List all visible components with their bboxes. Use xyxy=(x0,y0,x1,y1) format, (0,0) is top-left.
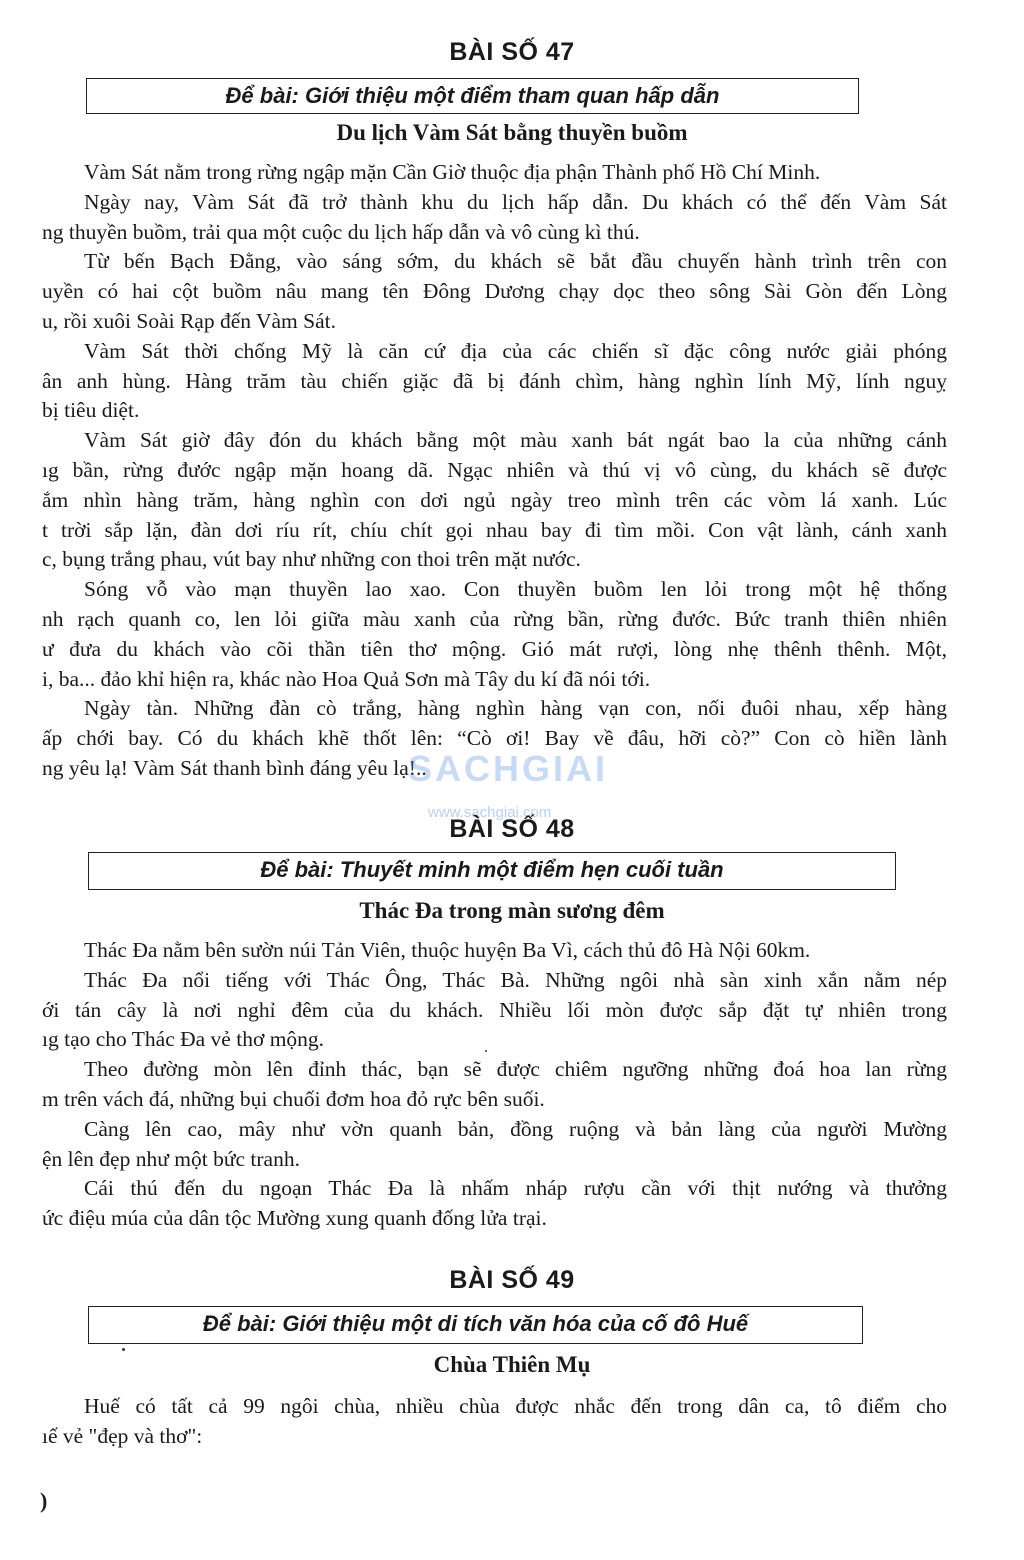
paragraph-line: Càng lên cao, mây như vờn quanh bản, đồng ruộng và bản làng của người Mường xyxy=(84,1116,947,1141)
paragraph-line: m trên vách đá, những bụi chuối đơm hoa đỏ rực bên suối. xyxy=(42,1086,545,1111)
paragraph-line: ng thuyền buồm, trải qua một cuộc du lịch hấp dẫn và vô cùng kì thú. xyxy=(42,219,640,244)
paragraph-line: ư đưa du khách vào cõi thần tiên thơ mộng. Gió mát rượi, lòng nhẹ thênh thênh. Một, xyxy=(42,636,947,661)
scan-speck xyxy=(122,1348,125,1351)
watermark-logo: SACHGIAI xyxy=(408,748,609,789)
section-heading: BÀI SỐ 48 xyxy=(449,815,575,843)
paragraph-line: Sóng vỗ vào mạn thuyền lao xao. Con thuyền buồm len lỏi trong một hệ thống xyxy=(84,577,947,602)
essay-title: Chùa Thiên Mụ xyxy=(433,1352,591,1377)
paragraph-line: Thác Đa nổi tiếng với Thác Ông, Thác Bà. Những ngôi nhà sàn xinh xắn nằm nép xyxy=(84,967,947,992)
paragraph-line: ức điệu múa của dân tộc Mường xung quanh đống lửa trại. xyxy=(42,1206,547,1231)
paragraph-line: Ngày nay, Vàm Sát đã trở thành khu du lịch hấp dẫn. Du khách có thể đến Vàm Sát xyxy=(84,189,947,214)
page-number: ) xyxy=(40,1488,48,1513)
paragraph-line: Cái thú đến du ngoạn Thác Đa là nhấm nháp rượu cần với thịt nướng và thưởng xyxy=(84,1176,947,1201)
paragraph-line: Thác Đa nằm bên sườn núi Tản Viên, thuộc huyện Ba Vì, cách thủ đô Hà Nội 60km. xyxy=(84,938,811,962)
paragraph-line: c, bụng trắng phau, vút bay như những con thoi trên mặt nước. xyxy=(42,547,581,572)
paragraph-line: bị tiêu diệt. xyxy=(42,398,140,423)
paragraph-line: Vàm Sát thời chống Mỹ là căn cứ địa của các chiến sĩ đặc công nước giải phóng xyxy=(84,338,947,363)
essay-title: Du lịch Vàm Sát bằng thuyền buồm xyxy=(336,120,688,145)
paragraph-line: ıế vẻ "đẹp và thơ": xyxy=(42,1423,203,1448)
essay-title: Thác Đa trong màn sương đêm xyxy=(359,898,665,923)
paragraph-line: t trời sắp lặn, đàn dơi ríu rít, chíu chít gọi nhau bay đi tìm mồi. Con vật lành, cánh xanh xyxy=(42,517,947,542)
paragraph-line: u, rồi xuôi Soài Rạp đến Vàm Sát. xyxy=(42,308,337,333)
paragraph-line: ıg tạo cho Thác Đa vẻ thơ mộng. xyxy=(42,1027,325,1052)
paragraph-line: ấp chới bay. Có du khách khẽ thốt lên: “Cò ơi! Bay về đâu, hỡi cò?” Con cò hiền lành xyxy=(42,726,947,751)
paragraph-line: ắm nhìn hàng trăm, hàng nghìn con dơi ngủ ngày treo mình trên các vòm lá xanh. Lúc xyxy=(42,487,947,512)
scan-speck xyxy=(485,1050,487,1052)
topic-box: Để bài: Giới thiệu một điểm tham quan hấp dẫn xyxy=(86,78,859,114)
section-heading: BÀI SỐ 49 xyxy=(449,1266,575,1294)
paragraph-line: i, ba... đảo khỉ hiện ra, khác nào Hoa Quả Sơn mà Tây du kí đã nói tới. xyxy=(42,666,651,691)
paragraph-line: Ngày tàn. Những đàn cò trắng, hàng nghìn hàng vạn con, nối đuôi nhau, xếp hàng xyxy=(84,696,947,721)
paragraph-line: ân anh hùng. Hàng trăm tàu chiến giặc đã bị đánh chìm, hàng nghìn lính Mỹ, lính nguỵ xyxy=(42,368,947,393)
essay-body xyxy=(42,1392,947,1452)
paragraph-line: ện lên đẹp như một bức tranh. xyxy=(42,1146,300,1171)
essay-body xyxy=(42,936,947,1234)
paragraph-line: Huế có tất cả 99 ngôi chùa, nhiều chùa được nhắc đến trong dân ca, tô điểm cho xyxy=(84,1394,947,1418)
paragraph-line: Vàm Sát giờ đây đón du khách bằng một màu xanh bát ngát bao la của những cánh xyxy=(84,428,947,453)
paragraph-line: Vàm Sát nằm trong rừng ngập mặn Cần Giờ thuộc địa phận Thành phố Hồ Chí Minh. xyxy=(84,160,821,184)
topic-box: Để bài: Thuyết minh một điểm hẹn cuối tuần xyxy=(88,852,896,890)
topic-box: Để bài: Giới thiệu một di tích văn hóa của cố đô Huế xyxy=(88,1306,863,1344)
paragraph-line: ng yêu lạ! Vàm Sát thanh bình đáng yêu lạ!.. xyxy=(42,755,427,780)
paragraph-line: ới tán cây là nơi nghỉ đêm của du khách. Nhiều lối mòn được sắp đặt tự nhiên trong xyxy=(42,997,947,1022)
paragraph-line: Theo đường mòn lên đỉnh thác, bạn sẽ được chiêm ngưỡng những đoá hoa lan rừng xyxy=(84,1057,947,1082)
paragraph-line: Từ bến Bạch Đằng, vào sáng sớm, du khách sẽ bắt đầu chuyến hành trình trên con xyxy=(84,249,947,274)
section-heading: BÀI SỐ 47 xyxy=(449,38,575,66)
paragraph-line: ıg bần, rừng đước ngập mặn hoang dã. Ngạc nhiên và thú vị vô cùng, du khách sẽ được xyxy=(42,457,947,482)
watermark-url: www.sachgiai.com xyxy=(428,804,552,821)
paragraph-line: uyền có hai cột buồm nâu mang tên Đông Dương chạy dọc theo sông Sài Gòn đến Lòng xyxy=(42,279,947,304)
essay-body xyxy=(42,158,947,784)
paragraph-line: nh rạch quanh co, len lỏi giữa màu xanh của rừng bần, rừng đước. Bức tranh thiên nhiên xyxy=(42,606,947,631)
